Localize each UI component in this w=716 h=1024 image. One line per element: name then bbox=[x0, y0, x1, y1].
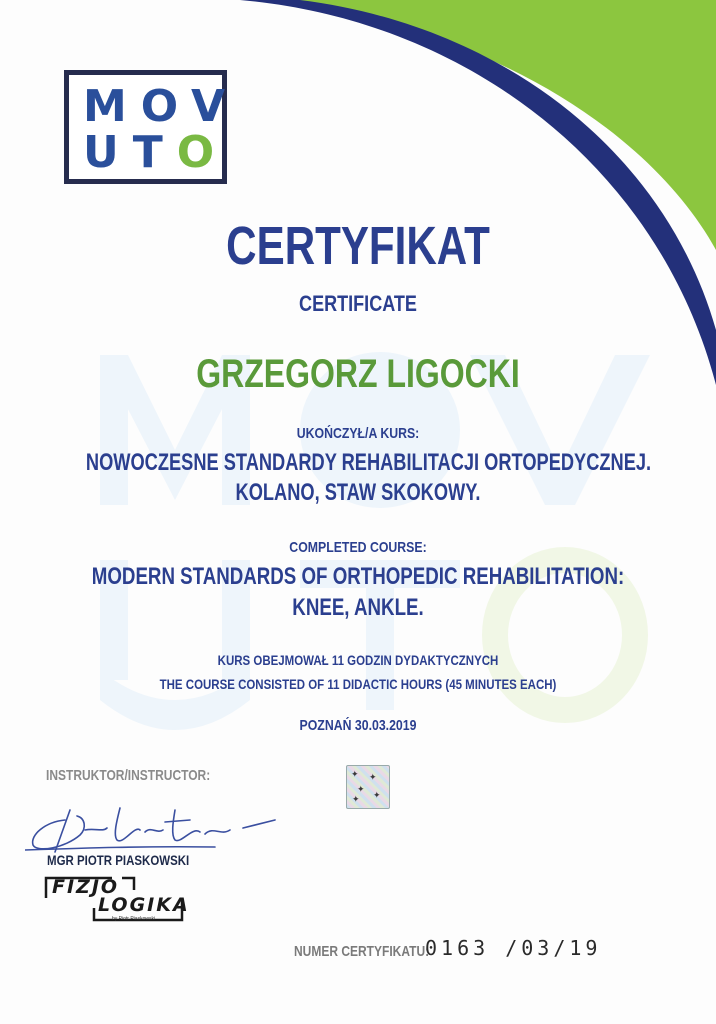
fizjologika-word-bottom: LOGIKA bbox=[98, 894, 190, 916]
fizjologika-logo bbox=[42, 874, 192, 930]
completed-label-en: COMPLETED COURSE: bbox=[289, 539, 427, 556]
logo-row-bottom: UTO bbox=[83, 127, 229, 178]
issue-date: POZNAŃ 30.03.2019 bbox=[299, 717, 417, 734]
course-title-en-line2: KNEE, ANKLE. bbox=[292, 594, 424, 621]
recipient-name: GRZEGORZ LIGOCKI bbox=[196, 352, 520, 396]
completed-label-pl: UKOŃCZYŁ/A KURS: bbox=[296, 425, 420, 442]
instructor-signature bbox=[25, 790, 285, 860]
course-title-pl-line2: KOLANO, STAW SKOKOWY. bbox=[235, 479, 481, 506]
certificate-title: CERTYFIKAT bbox=[226, 216, 490, 276]
hologram-sticker: ✦ ✦ ✦ ✦ ✦ bbox=[346, 765, 390, 809]
certificate-subtitle: CERTIFICATE bbox=[299, 291, 417, 316]
logo-row-top: MOV bbox=[83, 81, 240, 132]
course-title-pl-line1: NOWOCZESNE STANDARDY REHABILITACJI ORTOPEDYCZNEJ. bbox=[85, 449, 652, 476]
movuto-logo bbox=[64, 70, 240, 184]
instructor-name: MGR PIOTR PIASKOWSKI bbox=[47, 852, 190, 868]
course-hours-en: THE COURSE CONSISTED OF 11 DIDACTIC HOURS (45 MINUTES EACH) bbox=[159, 676, 557, 692]
certificate-number-value: 0163 /03/19 bbox=[425, 936, 602, 960]
fizjologika-byline: by Piotr Piaskowski bbox=[112, 916, 156, 922]
instructor-label: INSTRUKTOR/INSTRUCTOR: bbox=[46, 767, 211, 784]
fizjologika-word-top: FIZJO bbox=[52, 876, 120, 898]
certificate-number-label: NUMER CERTYFIKATU: bbox=[294, 943, 430, 960]
course-hours-pl: KURS OBEJMOWAŁ 11 GODZIN DYDAKTYCZNYCH bbox=[217, 652, 499, 668]
course-title-en-line1: MODERN STANDARDS OF ORTHOPEDIC REHABILITATION: bbox=[91, 563, 625, 590]
